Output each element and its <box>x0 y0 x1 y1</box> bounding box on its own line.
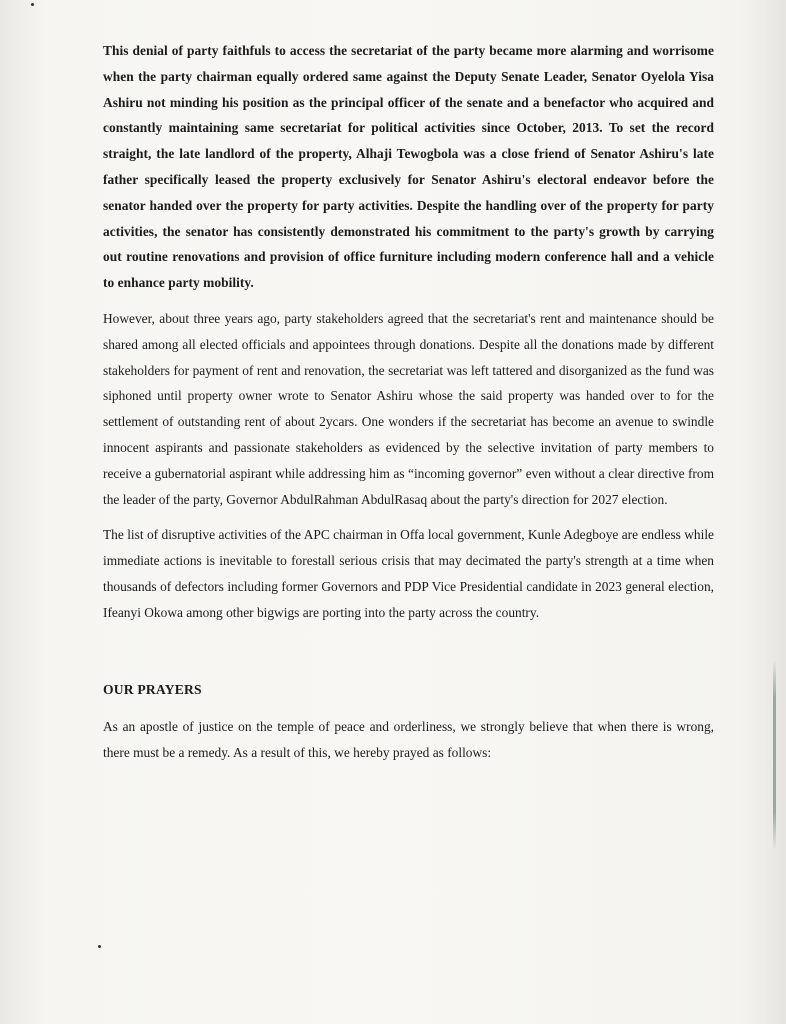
scan-speck <box>31 3 34 6</box>
section-heading-our-prayers: OUR PRAYERS <box>103 681 202 697</box>
paragraph-secretariat-denial: This denial of party faithfuls to access the secretariat of the party became more alarming and worrisome when the party chairman equally ordered same against the Deputy Senate Leader, Senator Oyelola Yisa Ashiru not minding his position as the principal officer of the senate and a benefactor who acquired and constantly maintaining same secretariat for political activities since October, 2013. To set the record straight, the late landlord of the property, Alhaji Tewogbola was a close friend of Senator Ashiru's late father specifically leased the property exclusively for Senator Ashiru's electoral endeavor before the senator handed over the property for party activities. Despite the handling over of the property for party activities, the senator has consistently demonstrated his commitment to the party's growth by carrying out routine renovations and provision of office furniture including modern conference hall and a vehicle to enhance party mobility. <box>103 43 714 291</box>
paragraph-rent-donations: However, about three years ago, party stakeholders agreed that the secretariat's rent and maintenance should be shared among all elected officials and appointees through donations. Despite all the donations made by different stakeholders for payment of rent and renovation, the secretariat was left tattered and disorganized as the fund was siphoned until property owner wrote to Senator Ashiru whose the said property was handed over to for the settlement of outstanding rent of about 2ycars. One wonders if the secretariat has become an avenue to swindle innocent aspirants and passionate stakeholders as evidenced by the selective invitation of party members to receive a gubernatorial aspirant while addressing him as “incoming governor” even without a clear directive from the leader of the party, Governor AbdulRahman AbdulRasaq about the party's direction for 2027 election. <box>103 310 714 507</box>
scan-edge-mark <box>773 660 776 850</box>
scan-speck <box>98 945 101 948</box>
paragraph-prayers-intro: As an apostle of justice on the temple of peace and orderliness, we strongly believe that when there is wrong, there must be a remedy. As a result of this, we hereby prayed as follows: <box>103 719 714 761</box>
paragraph-disruptive-activities: The list of disruptive activities of the APC chairman in Offa local government, Kunle Adegboye are endless while immediate actions is inevitable to forestall serious crisis that may decimated the party's strength at a time when thousands of defectors including former Governors and PDP Vice Presidential candidate in 2023 general election, Ifeanyi Okowa among other bigwigs are porting into the party across the country. <box>103 527 714 620</box>
document-body <box>103 38 714 776</box>
